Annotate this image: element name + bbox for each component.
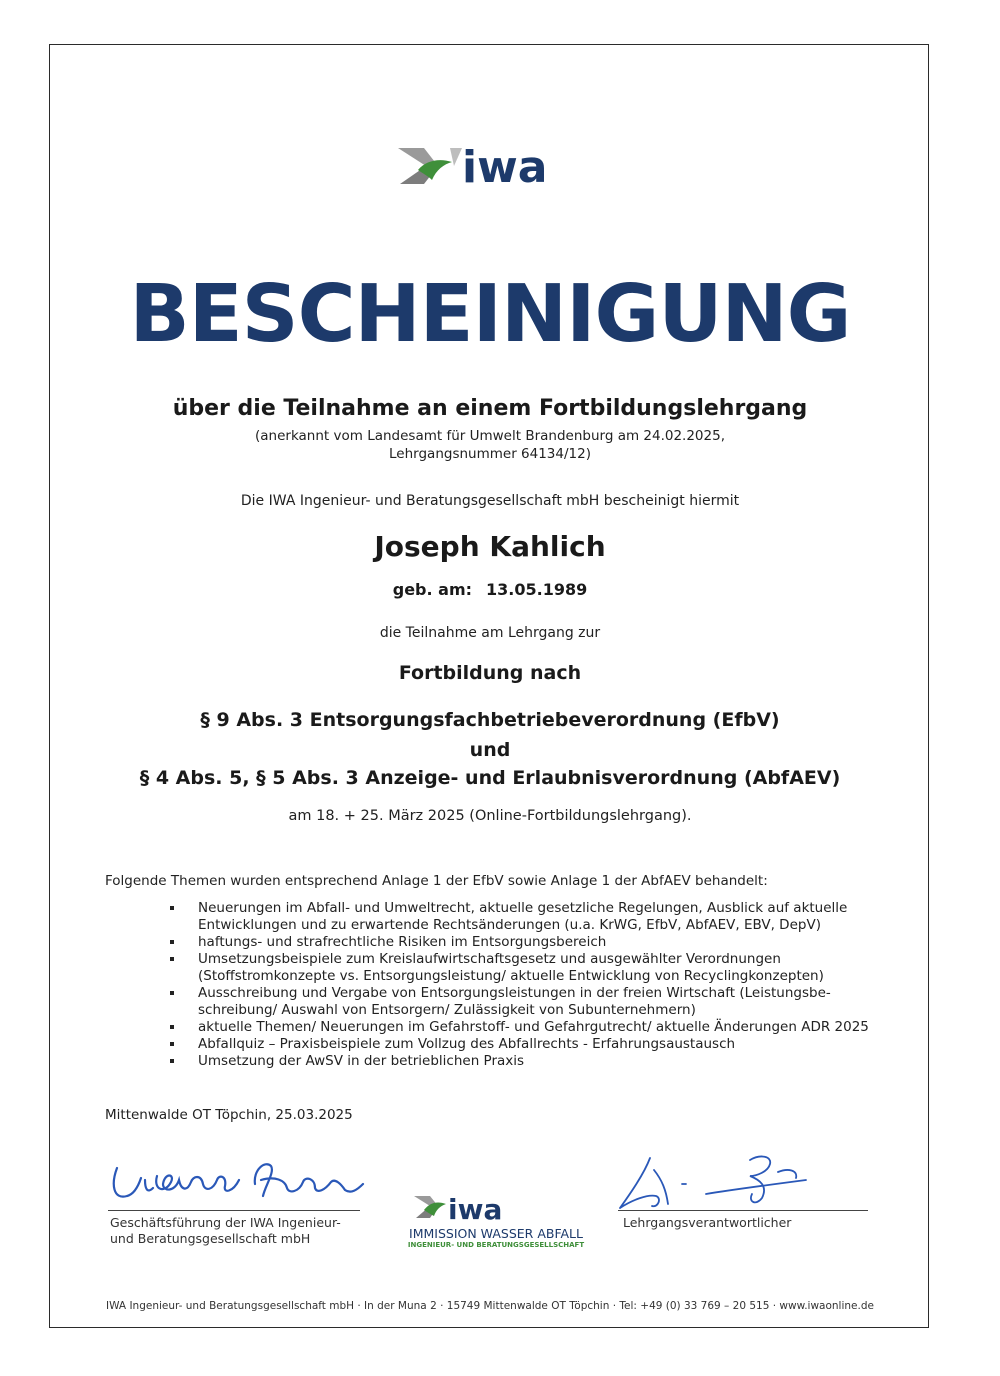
- footer-address: IWA Ingenieur- und Beratungsgesellschaft mbH · In der Muna 2 · 15749 Mittenwalde OT Töpchin · Tel: +49 (0) 33 769 – 20 515 · www.iwaonline.de: [106, 1300, 874, 1312]
- svg-text:iwa: iwa: [448, 1193, 503, 1226]
- place-date: Mittenwalde OT Töpchin, 25.03.2025: [105, 1107, 353, 1123]
- signature-right-line: [618, 1210, 868, 1211]
- recognition-note: [50, 427, 930, 463]
- document-border: [49, 44, 929, 1328]
- list-item: Abfallquiz – Praxisbeispiele zum Vollzug des Abfallrechts - Erfahrungsaustausch: [158, 1036, 878, 1053]
- list-item: Neuerungen im Abfall- und Umweltrecht, aktuelle gesetzliche Regelungen, Ausblick auf aktuelle Entwicklungen und zu erwartende Rechtsänderungen (u.a. KrWG, EfbV, AbfAEV, EBV, DepV): [158, 900, 878, 934]
- course-heading: Fortbildung nach: [398, 662, 582, 684]
- participation-text: die Teilnahme am Lehrgang zur: [379, 625, 601, 641]
- dob-value: 13.05.1989: [486, 580, 588, 599]
- signature-left-caption: Geschäftsführung der IWA Ingenieur- und Beratungsgesellschaft mbH: [110, 1215, 341, 1246]
- certificate-subtitle: über die Teilnahme an einem Fortbildungslehrgang: [172, 396, 808, 421]
- iwa-stamp-logo-icon: [404, 1192, 589, 1256]
- course-date: am 18. + 25. März 2025 (Online-Fortbildungslehrgang).: [288, 808, 692, 824]
- course-law-efbv: § 9 Abs. 3 Entsorgungsfachbetriebeverordnung (EfbV): [200, 709, 780, 731]
- iwa-logo-icon: [396, 140, 586, 190]
- dob-label: geb. am:: [392, 580, 473, 599]
- recognition-line-1: (anerkannt vom Landesamt für Umwelt Brandenburg am 24.02.2025,: [255, 428, 725, 444]
- course-conjunction: und: [469, 739, 511, 761]
- list-item: aktuelle Themen/ Neuerungen im Gefahrstoff- und Gefahrgutrecht/ aktuelle Änderungen ADR 2025: [158, 1019, 878, 1036]
- list-item: haftungs- und strafrechtliche Risiken im Entsorgungsbereich: [158, 934, 878, 951]
- list-item: Ausschreibung und Vergabe von Entsorgungsleistungen in der freien Wirtschaft (Leistungsbe- schreibung/ Auswahl von Entsorgern/ Zulässigkeit von Subunternehmern): [158, 985, 878, 1019]
- certificate-title: BESCHEINIGUNG: [129, 268, 851, 360]
- list-item: Umsetzungsbeispiele zum Kreislaufwirtschaftsgesetz und ausgewählter Verordnungen (Stoffstromkonzepte vs. Entsorgungsleistung/ aktuelle Entwicklung von Recyclingkonzepten): [158, 951, 878, 985]
- signature-left-icon: [105, 1150, 375, 1210]
- signature-right-caption: Lehrgangsverantwortlicher: [623, 1215, 792, 1230]
- svg-text:INGENIEUR- UND BERATUNGSGESELL: INGENIEUR- UND BERATUNGSGESELLSCHAFT: [407, 1241, 585, 1249]
- recognition-line-2: Lehrgangsnummer 64134/12): [389, 446, 591, 462]
- signature-left-line: [108, 1210, 360, 1211]
- course-law-abfaev: § 4 Abs. 5, § 5 Abs. 3 Anzeige- und Erlaubnisverordnung (AbfAEV): [139, 767, 841, 789]
- topics-list: [158, 900, 878, 1070]
- participant-name: Joseph Kahlich: [374, 530, 606, 563]
- svg-text:IMMISSION WASSER ABFALL: IMMISSION WASSER ABFALL: [409, 1226, 583, 1241]
- intro-text: Die IWA Ingenieur- und Beratungsgesellschaft mbH bescheinigt hiermit: [240, 493, 740, 509]
- svg-text:iwa: iwa: [462, 142, 548, 190]
- list-item: Umsetzung der AwSV in der betrieblichen Praxis: [158, 1053, 878, 1070]
- date-of-birth: [50, 580, 930, 599]
- topics-intro: Folgende Themen wurden entsprechend Anlage 1 der EfbV sowie Anlage 1 der AbfAEV behandelt:: [105, 873, 768, 889]
